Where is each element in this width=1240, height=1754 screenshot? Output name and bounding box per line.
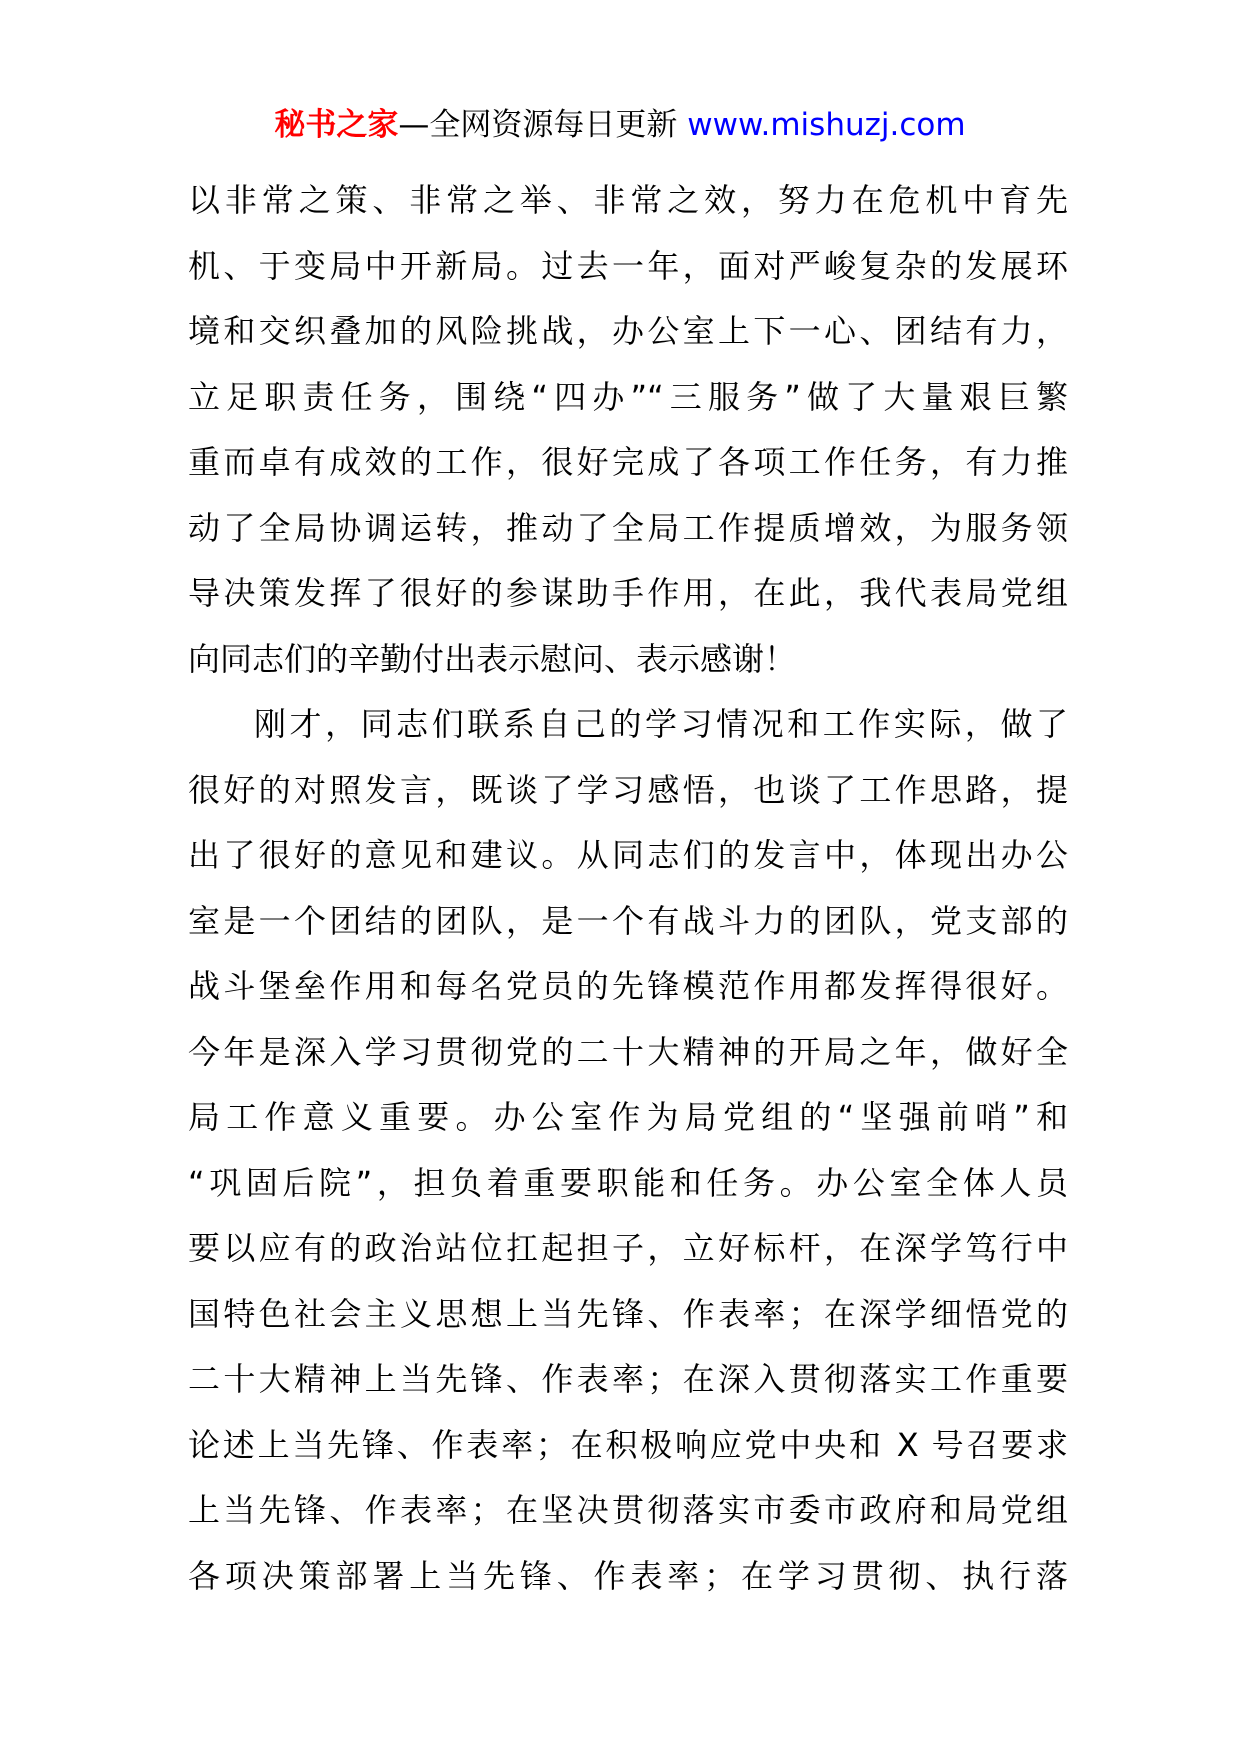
text-line: 各项决策部署上当先锋、作表率；在学习贯彻、执行落 (188, 1556, 1068, 1595)
text-line: 上当先锋、作表率；在坚决贯彻落实市委市政府和局党组 (188, 1491, 1068, 1529)
document-body (188, 168, 1068, 1609)
page-header (0, 103, 1240, 147)
site-url-link[interactable]: www.mishuzj.com (687, 107, 966, 143)
text-line: 论述上当先锋、作表率；在积极响应党中央和 X 号召要求 (188, 1425, 1068, 1464)
text-line: 国特色社会主义思想上当先锋、作表率；在深学细悟党的 (188, 1294, 1068, 1333)
text-line: “巩固后院”，担负着重要职能和任务。办公室全体人员 (188, 1163, 1068, 1202)
text-line: 要以应有的政治站位扛起担子，立好标杆，在深学笃行中 (188, 1229, 1068, 1267)
text-line: 二十大精神上当先锋、作表率；在深入贯彻落实工作重要 (188, 1360, 1068, 1398)
text-line: 动了全局协调运转，推动了全局工作提质增效，为服务领 (188, 508, 1068, 547)
text-line: 刚才，同志们联系自己的学习情况和工作实际，做了 (254, 705, 1068, 743)
text-line: 机、于变局中开新局。过去一年，面对严峻复杂的发展环 (188, 246, 1068, 285)
text-line: 重而卓有成效的工作，很好完成了各项工作任务，有力推 (188, 443, 1068, 481)
text-line: 战斗堡垒作用和每名党员的先锋模范作用都发挥得很好。 (188, 967, 1068, 1005)
text-line: 立足职责任务，围绕“四办”“三服务”做了大量艰巨繁 (188, 377, 1068, 416)
text-line: 局工作意义重要。办公室作为局党组的“坚强前哨”和 (188, 1098, 1068, 1136)
text-line: 室是一个团结的团队，是一个有战斗力的团队，党支部的 (188, 901, 1068, 940)
text-line: 出了很好的意见和建议。从同志们的发言中，体现出办公 (188, 836, 1068, 874)
text-line: 向同志们的辛勤付出表示慰问、表示感谢！ (188, 639, 797, 678)
text-line: 境和交织叠加的风险挑战，办公室上下一心、团结有力， (188, 312, 1068, 350)
text-line: 今年是深入学习贯彻党的二十大精神的开局之年，做好全 (188, 1032, 1068, 1071)
site-tagline: —全网资源每日更新 (398, 107, 678, 143)
text-line: 很好的对照发言，既谈了学习感悟，也谈了工作思路，提 (188, 770, 1068, 809)
text-line: 以非常之策、非常之举、非常之效，努力在危机中育先 (188, 181, 1068, 219)
text-line: 导决策发挥了很好的参谋助手作用，在此，我代表局党组 (188, 574, 1068, 612)
site-brand: 秘书之家 (274, 107, 399, 143)
